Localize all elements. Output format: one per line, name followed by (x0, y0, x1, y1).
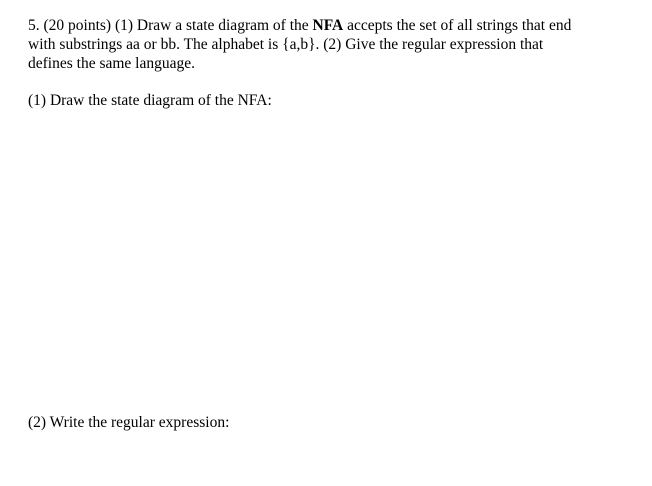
question-line-3: defines the same language. (28, 55, 195, 72)
question-line-2: with substrings aa or bb. The alphabet is {a,b}. (2) Give the regular expression that (28, 36, 544, 53)
nfa-term: NFA (312, 17, 344, 34)
regex-answer-area (28, 436, 624, 480)
question-text (28, 16, 628, 73)
question-line-1-start: 5. (20 points) (1) Draw a state diagram of the (28, 17, 313, 34)
question-line-1 (28, 16, 628, 35)
question-line-1-end: accepts the set of all strings that end (343, 17, 572, 34)
part-2-prompt: (2) Write the regular expression: (28, 414, 230, 431)
part-1-prompt: (1) Draw the state diagram of the NFA: (28, 92, 272, 109)
state-diagram-answer-area (28, 116, 624, 406)
